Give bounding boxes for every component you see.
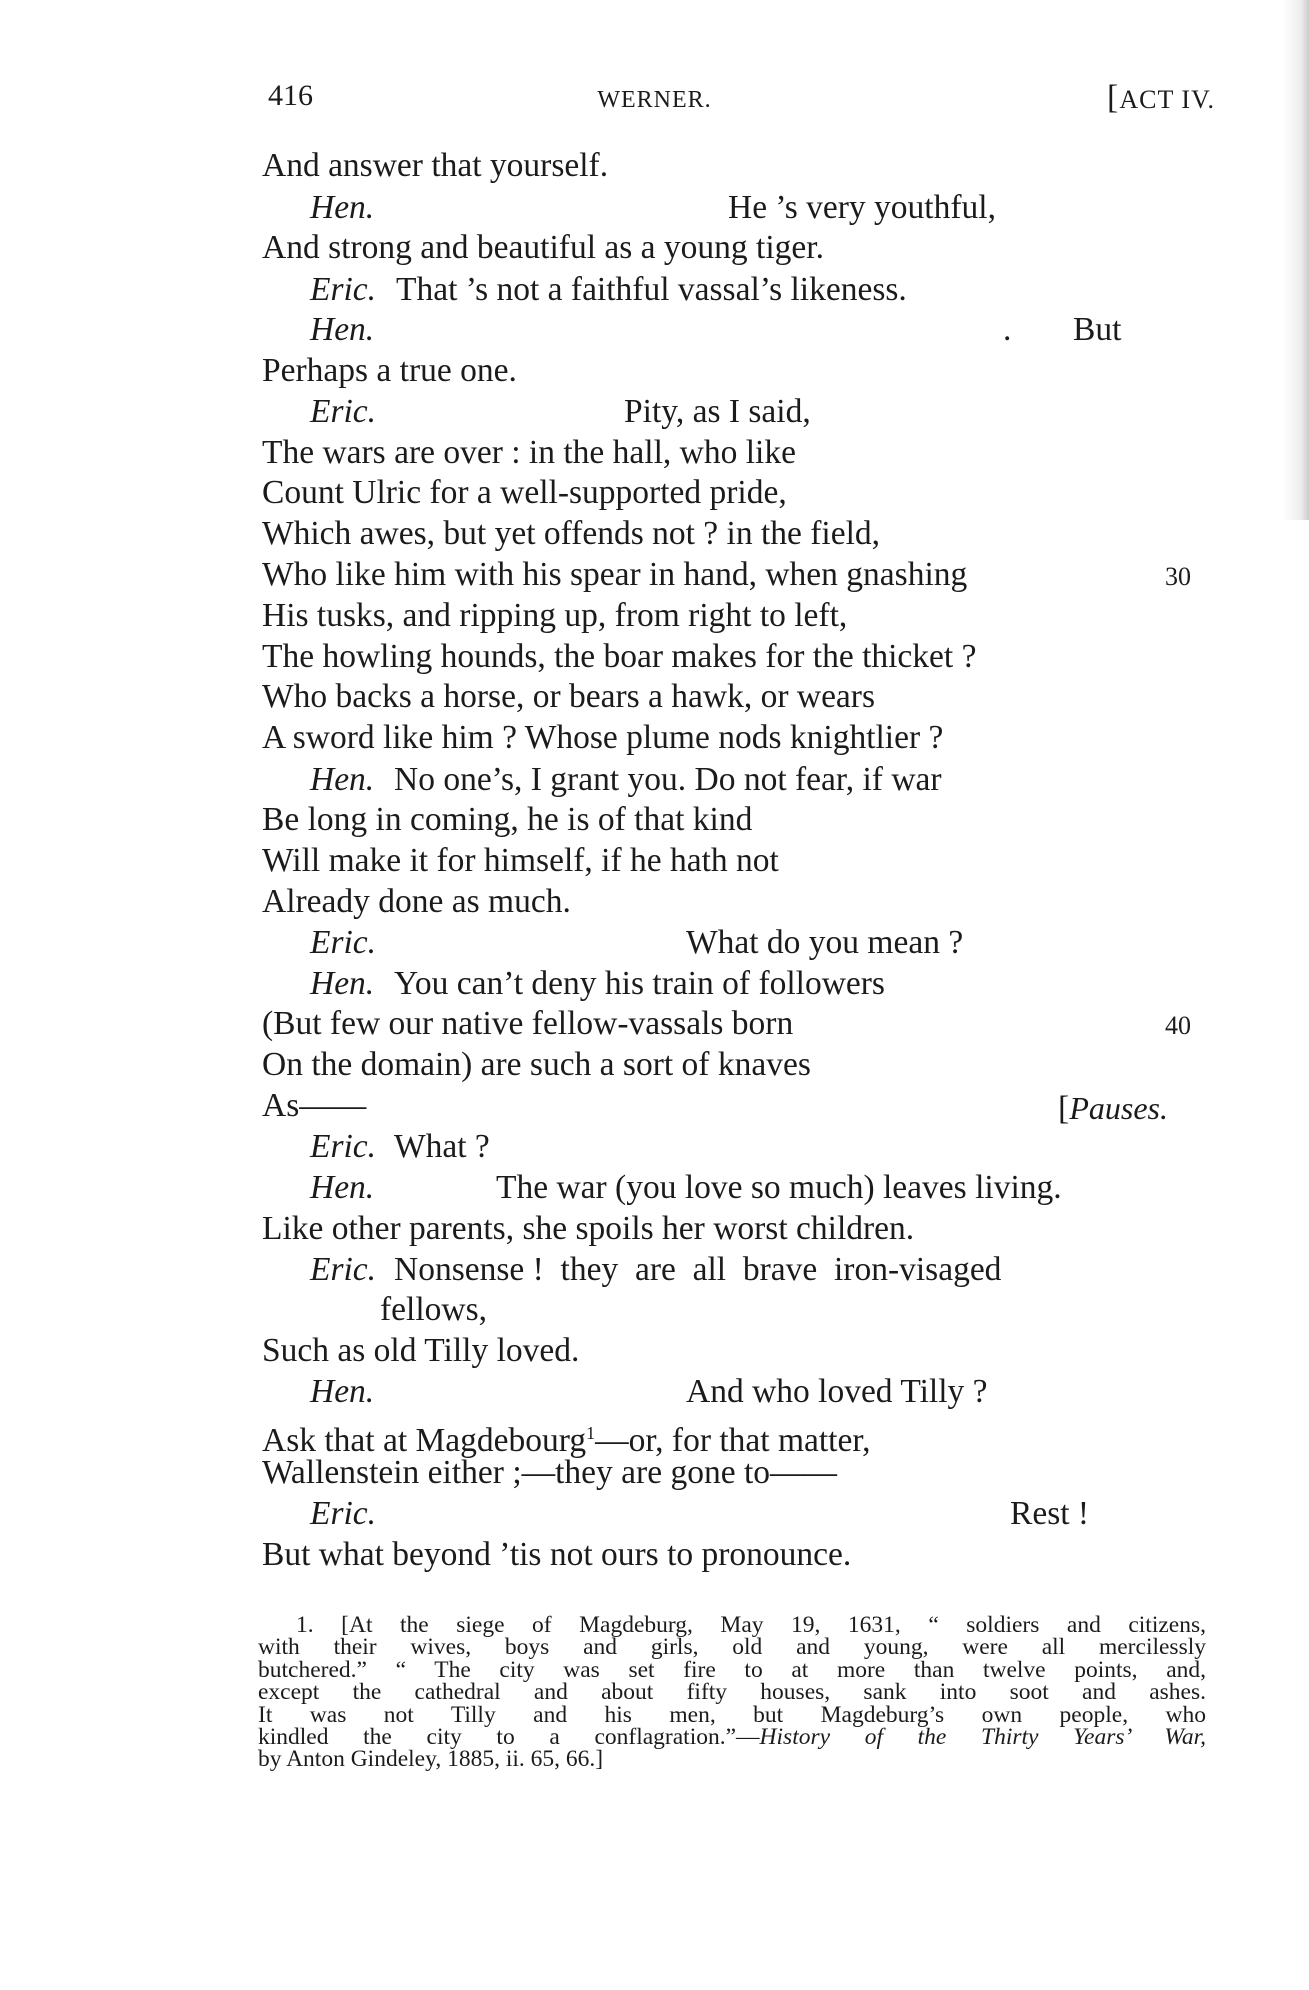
running-title: WERNER.: [597, 87, 712, 113]
speaker-name: Hen.: [310, 311, 375, 348]
footnote-line: with their wives, boys and girls, old and young, were all mercilessly: [258, 1634, 1206, 1661]
speech-text: No one’s, I grant you. Do not fear, if war: [394, 761, 942, 798]
verse-line: Who like him with his spear in hand, when gnashing: [262, 556, 968, 593]
verse-line: A sword like him ? Whose plume nods knightlier ?: [262, 719, 944, 756]
page-edge-shadow: [1283, 0, 1309, 520]
speech-text: As——: [262, 1087, 367, 1124]
verse-line: On the domain) are such a sort of knaves: [262, 1046, 811, 1083]
speaker-name: Eric.: [310, 924, 377, 961]
verse-line-turnover: fellows,: [380, 1291, 487, 1328]
speaker-name: Hen.: [310, 189, 375, 226]
speaker-name: Hen.: [310, 1373, 375, 1410]
speaker-name: Hen.: [310, 761, 375, 798]
verse-line: Who backs a horse, or bears a hawk, or wears: [262, 678, 875, 715]
speech-text: But: [1073, 311, 1122, 348]
act-label: ACT IV.: [1119, 85, 1215, 114]
speech-text: He ’s very youthful,: [728, 189, 996, 226]
speech-text: Rest !: [1010, 1495, 1090, 1532]
verse-line: Already done as much.: [262, 883, 571, 920]
footnote-line: butchered.” “ The city was set fire to at more than twelve points, and,: [258, 1656, 1206, 1683]
verse-line: Be long in coming, he is of that kind: [262, 801, 753, 838]
speech-text: Ask that at Magdebourg: [262, 1422, 587, 1460]
speech-text: Pity, as I said,: [624, 393, 811, 430]
verse-line: But what beyond ’tis not ours to pronounce.: [262, 1536, 852, 1573]
speaker-name: Eric.: [310, 271, 377, 308]
speech-text: What do you mean ?: [686, 924, 964, 961]
stage-direction: [Pauses.: [1058, 1090, 1168, 1127]
verse-line: Such as old Tilly loved.: [262, 1332, 580, 1369]
verse-line: Which awes, but yet offends not ? in the field,: [262, 515, 881, 552]
verse-line: His tusks, and ripping up, from right to left,: [262, 597, 848, 634]
footnote-line: by Anton Gindeley, 1885, ii. 65, 66.]: [258, 1746, 604, 1773]
footnote-line: It was not Tilly and his men, but Magdeburg’s own people, who: [258, 1701, 1206, 1728]
speech-text: —or, for that matter,: [595, 1422, 871, 1460]
page-number: 416: [268, 79, 313, 112]
footnote: [258, 1614, 1206, 1771]
speech-text: Nonsense ! they are all brave iron-visaged: [394, 1251, 1002, 1288]
speech-text: And who loved Tilly ?: [686, 1373, 988, 1410]
book-title: History of the Thirty Years’ War,: [759, 1723, 1206, 1750]
speech-text: You can’t deny his train of followers: [394, 965, 885, 1002]
verse-line: Like other parents, she spoils her worst children.: [262, 1210, 915, 1247]
footnote-line: except the cathedral and about fifty houses, sank into soot and ashes.: [258, 1679, 1206, 1706]
verse-line: And strong and beautiful as a young tiger.: [262, 229, 824, 266]
speaker-name: Hen.: [310, 965, 375, 1002]
print-mark: .: [1003, 311, 1012, 348]
footnote-reference[interactable]: 1: [586, 1423, 596, 1443]
verse-line: Count Ulric for a well-supported pride,: [262, 474, 787, 511]
verse-line: Wallenstein either ;—they are gone to——: [262, 1454, 837, 1491]
verse-line: (But few our native fellow-vassals born: [262, 1005, 794, 1042]
speaker-name: Eric.: [310, 393, 377, 430]
speaker-name: Hen.: [310, 1169, 375, 1206]
verse-line: And answer that yourself.: [262, 147, 609, 184]
line-number: 40: [1165, 1011, 1191, 1040]
speaker-name: Eric.: [310, 1495, 377, 1532]
verse-line: Perhaps a true one.: [262, 352, 517, 389]
speaker-name: Eric.: [310, 1251, 377, 1288]
act-heading: [1107, 80, 1215, 118]
speaker-name: Eric.: [310, 1128, 377, 1165]
line-number: 30: [1165, 562, 1191, 591]
verse-line: The wars are over : in the hall, who like: [262, 434, 796, 471]
verse-line: The howling hounds, the boar makes for the thicket ?: [262, 638, 977, 675]
speech-text: The war (you love so much) leaves living.: [496, 1169, 1062, 1206]
verse-line: Will make it for himself, if he hath not: [262, 842, 779, 879]
footnote-line: 1. [At the siege of Magdeburg, May 19, 1631, “ soldiers and citizens,: [296, 1612, 1206, 1638]
speech-text: That ’s not a faithful vassal’s likeness.: [396, 271, 907, 308]
footnote-line: kindled the city to a conflagration.”—History of the Thirty Years’ War,: [258, 1723, 1206, 1750]
act-bracket: [: [1107, 79, 1120, 116]
speech-text: What ?: [394, 1128, 490, 1165]
